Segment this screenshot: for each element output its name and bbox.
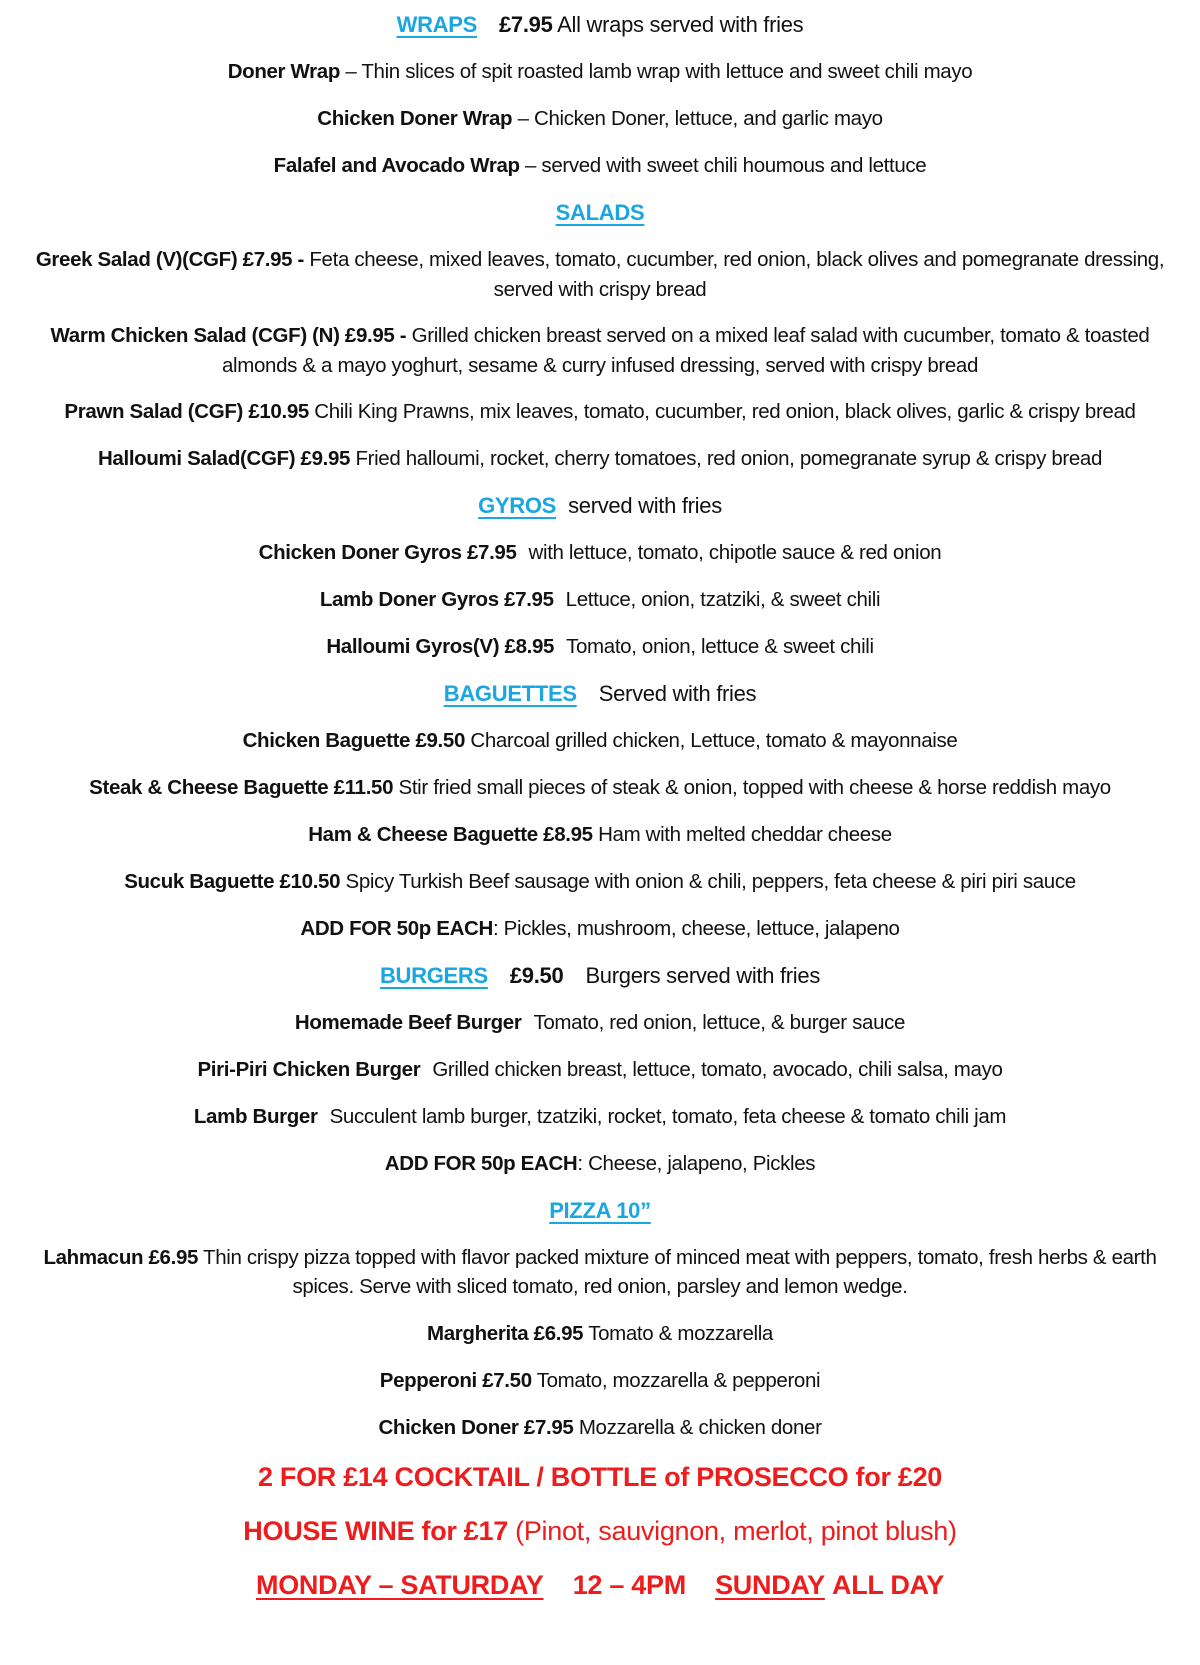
menu-item (16, 1243, 1184, 1302)
menu-item (0, 151, 1200, 181)
item-name: Doner Wrap (227, 60, 340, 83)
menu-item (16, 773, 1184, 803)
menu-item (0, 1413, 1200, 1443)
menu-item (0, 538, 1200, 568)
burger-addons (0, 1149, 1200, 1179)
item-separator: – (519, 154, 542, 177)
item-desc: Grilled chicken breast served on a mixed leaf salad with cucumber, tomato & toasted almonds & a mayo yoghurt, sesame & curry infused dressing, served with crispy bread (222, 324, 1150, 377)
section-heading-pizza: PIZZA 10” (549, 1197, 651, 1223)
menu-item (0, 1055, 1200, 1085)
item-name: Lamb Doner Gyros £7.95 (319, 587, 554, 611)
addons-label: ADD FOR 50p EACH (384, 1151, 578, 1175)
item-name: Chicken Baguette £9.50 (242, 728, 466, 752)
item-desc: Thin crispy pizza topped with flavor packed mixture of minced meat with peppers, tomato, fresh herbs & earth spices. Serve with sliced tomato, red onion, parsley and lemon wedge. (203, 1245, 1157, 1298)
item-name: Halloumi Salad(CGF) £9.95 (97, 446, 351, 470)
item-name: Chicken Doner £7.95 (378, 1415, 574, 1439)
item-desc: Succulent lamb burger, tzatziki, rocket, tomato, feta cheese & tomato chili jam (329, 1104, 1007, 1128)
item-name: Sucuk Baguette £10.50 (124, 869, 341, 893)
menu-item (0, 632, 1200, 662)
item-name: Chicken Doner Wrap (317, 107, 513, 130)
item-desc: Ham with melted cheddar cheese (598, 822, 892, 846)
item-desc: Fried halloumi, rocket, cherry tomatoes, red onion, pomegranate syrup & crispy bread (355, 446, 1103, 470)
burgers-note: Burgers served with fries (585, 962, 821, 988)
menu-item (0, 104, 1200, 134)
item-separator: – (340, 60, 362, 83)
section-heading-gyros: GYROS (478, 492, 557, 518)
section-heading-baguettes: BAGUETTES (443, 680, 577, 706)
menu-item (0, 585, 1200, 615)
item-name: Lamb Burger (193, 1104, 318, 1128)
hours-sunday-rest: ALL DAY (832, 1569, 944, 1600)
menu-item (0, 726, 1200, 756)
menu-item (0, 1102, 1200, 1132)
item-desc: Charcoal grilled chicken, Lettuce, tomato & mayonnaise (470, 728, 958, 752)
item-name: Homemade Beef Burger (294, 1010, 522, 1034)
item-desc: Thin slices of spit roasted lamb wrap with lettuce and sweet chili mayo (361, 60, 973, 83)
menu-item (0, 1366, 1200, 1396)
section-heading-salads: SALADS (555, 200, 645, 225)
burgers-header (0, 961, 1200, 991)
opening-hours (0, 1568, 1200, 1602)
promo-wine-desc: (Pinot, sauvignon, merlot, pinot blush) (515, 1515, 957, 1546)
menu-item (16, 867, 1184, 897)
item-desc: Mozzarella & chicken doner (578, 1415, 822, 1439)
item-name: Falafel and Avocado Wrap (273, 154, 520, 177)
wraps-price: £7.95 (499, 12, 553, 37)
item-desc: Grilled chicken breast, lettuce, tomato, avocado, chili salsa, mayo (432, 1057, 1003, 1081)
item-desc: Feta cheese, mixed leaves, tomato, cucumber, red onion, black olives and pomegranate dressing, served with crispy bread (309, 248, 1165, 301)
item-desc: Tomato & mozzarella (588, 1321, 773, 1345)
item-name: Steak & Cheese Baguette £11.50 (89, 775, 394, 799)
item-desc: Tomato, onion, lettuce & sweet chili (566, 634, 874, 658)
item-name: Lahmacun £6.95 (43, 1245, 199, 1269)
item-name: Chicken Doner Gyros £7.95 (258, 540, 517, 564)
menu-item (16, 397, 1184, 427)
wraps-header (0, 10, 1200, 40)
burgers-price: £9.50 (509, 962, 564, 988)
item-desc: Spicy Turkish Beef sausage with onion & chili, peppers, feta cheese & piri piri sauce (345, 869, 1076, 893)
addons-list: : Cheese, jalapeno, Pickles (577, 1151, 816, 1175)
item-desc: with lettuce, tomato, chipotle sauce & red onion (528, 540, 942, 564)
hours-sunday: SUNDAY (715, 1569, 825, 1600)
baguettes-note: Served with fries (598, 680, 757, 706)
addons-list: : Pickles, mushroom, cheese, lettuce, jalapeno (492, 916, 900, 940)
promo-wine-label: HOUSE WINE for £17 (243, 1515, 508, 1546)
section-heading-wraps: WRAPS (396, 12, 477, 37)
item-name: Warm Chicken Salad (CGF) (N) £9.95 - (50, 324, 407, 347)
wraps-note: All wraps served with fries (557, 12, 804, 37)
menu-item (0, 1319, 1200, 1349)
item-name: Ham & Cheese Baguette £8.95 (308, 822, 593, 846)
item-name: Pepperoni £7.50 (379, 1368, 532, 1392)
item-name: Margherita £6.95 (427, 1321, 584, 1345)
item-desc: served with sweet chili houmous and lettuce (541, 154, 927, 177)
item-desc: Tomato, red onion, lettuce, & burger sauce (533, 1010, 906, 1034)
item-desc: Chicken Doner, lettuce, and garlic mayo (533, 107, 883, 130)
pizza-header (0, 1196, 1200, 1226)
item-separator: – (512, 107, 534, 130)
gyros-note: served with fries (568, 492, 722, 518)
item-name: Piri-Piri Chicken Burger (197, 1057, 421, 1081)
menu-item (16, 245, 1184, 304)
menu-item (16, 321, 1184, 380)
baguette-addons (0, 914, 1200, 944)
item-name: Prawn Salad (CGF) £10.95 (64, 400, 309, 423)
item-desc: Lettuce, onion, tzatziki, & sweet chili (565, 587, 881, 611)
menu-item (0, 1008, 1200, 1038)
addons-label: ADD FOR 50p EACH (300, 916, 493, 940)
menu-item (16, 444, 1184, 474)
menu-item (0, 820, 1200, 850)
item-desc: Tomato, mozzarella & pepperoni (536, 1368, 821, 1392)
gyros-header (0, 491, 1200, 521)
promo-cocktail (0, 1460, 1200, 1494)
menu-item (0, 57, 1200, 87)
hours-time: 12 – 4PM (572, 1569, 686, 1600)
baguettes-header (0, 679, 1200, 709)
item-name: Greek Salad (V)(CGF) £7.95 - (35, 248, 305, 271)
promo-cocktail-text: 2 FOR £14 COCKTAIL / BOTTLE of PROSECCO for £20 (258, 1461, 942, 1492)
promo-house-wine (0, 1514, 1200, 1548)
salads-header (0, 198, 1200, 228)
item-name: Halloumi Gyros(V) £8.95 (326, 634, 555, 658)
item-desc: Chili King Prawns, mix leaves, tomato, cucumber, red onion, black olives, garlic & crispy bread (314, 400, 1136, 423)
section-heading-burgers: BURGERS (379, 962, 488, 988)
hours-days: MONDAY – SATURDAY (256, 1569, 544, 1600)
item-desc: Stir fried small pieces of steak & onion, topped with cheese & horse reddish mayo (398, 775, 1111, 799)
